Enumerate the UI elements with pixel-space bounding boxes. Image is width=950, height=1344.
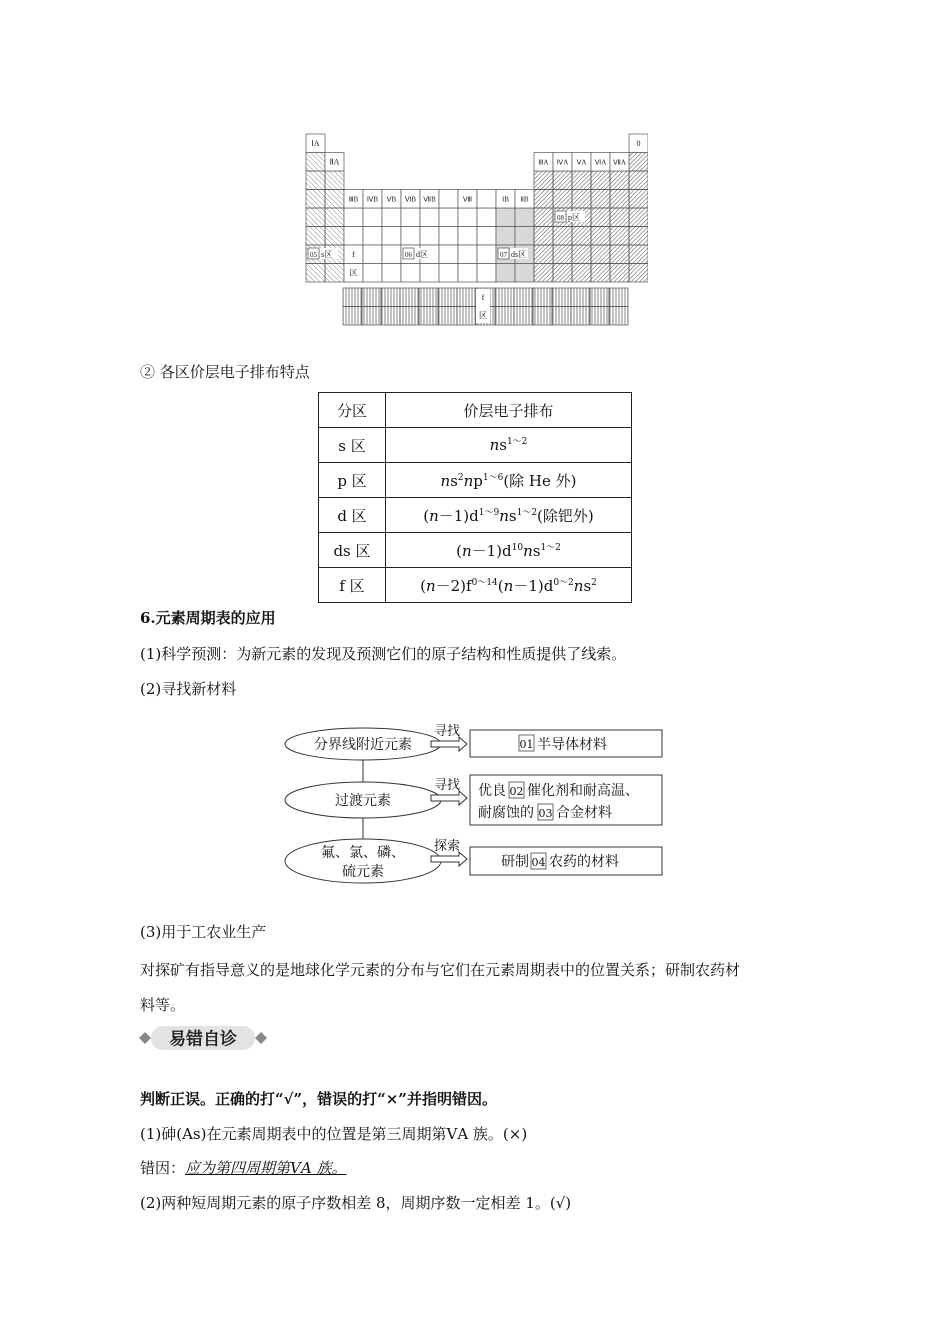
config-cell: $ns^2np^{1\sim 6}$(除 He 外) (386, 463, 632, 498)
f-block-cell (438, 307, 457, 326)
group-label: ⅥA (594, 158, 607, 167)
f-block-cell (362, 288, 381, 307)
region-label: ds区 (511, 250, 527, 259)
periodic-table-block-diagram (303, 130, 648, 326)
f-block-cell (609, 288, 628, 307)
element-cell (591, 245, 610, 264)
f-block-cell (495, 307, 514, 326)
element-cell (553, 245, 572, 264)
element-cell (534, 208, 553, 227)
element-cell (420, 227, 439, 246)
element-cell (401, 227, 420, 246)
element-cell (325, 227, 344, 246)
element-cell (534, 190, 553, 209)
f-block-cell (419, 288, 438, 307)
element-cell (420, 264, 439, 283)
f-block-cell (514, 307, 533, 326)
element-cell (629, 264, 648, 283)
element-cell (572, 190, 591, 209)
group-label: ⅦB (423, 195, 436, 204)
element-cell (325, 171, 344, 190)
f-block-cell (362, 307, 381, 326)
question-1-reason (140, 1158, 346, 1178)
zone-cell: f 区 (319, 568, 386, 603)
element-cell (306, 190, 325, 209)
judge-instructions: 判断正误。正确的打“√”，错误的打“×”并指明错因。 (140, 1090, 497, 1108)
flow-left-2: 过渡元素 (335, 793, 391, 809)
group-label: ⅣB (366, 195, 379, 204)
element-cell (591, 171, 610, 190)
group-label: ⅢB (348, 195, 359, 204)
element-cell (572, 171, 591, 190)
element-cell (382, 227, 401, 246)
zone-cell: d 区 (319, 498, 386, 533)
element-cell (610, 227, 629, 246)
group-label: ⅤB (386, 195, 397, 204)
zone-cell: p 区 (319, 463, 386, 498)
flow-box-3-pre: 研制 (501, 854, 529, 870)
f-small-top: f (352, 250, 355, 259)
element-cell (382, 208, 401, 227)
region-label: p区 (568, 213, 580, 222)
item-3-industry: (3)用于工农业生产 (140, 923, 267, 941)
f-block-cell (514, 288, 533, 307)
f-block-cell (343, 307, 362, 326)
f-block-cell (533, 288, 552, 307)
element-cell (439, 264, 458, 283)
question-2: (2)两种短周期元素的原子序数相差 8，周期序数一定相差 1。(√) (140, 1194, 572, 1212)
blank-number: 01 (519, 738, 534, 751)
flow-arrow-label-1: 寻找 (433, 724, 461, 739)
element-cell (553, 264, 572, 283)
header-config: 价层电子排布 (386, 393, 632, 428)
element-cell (458, 264, 477, 283)
region-number: 05 (310, 251, 317, 259)
element-cell (629, 245, 648, 264)
element-cell (382, 264, 401, 283)
element-cell (591, 227, 610, 246)
zone-cell: s 区 (319, 428, 386, 463)
group-label: ⅥB (404, 195, 417, 204)
element-cell (306, 208, 325, 227)
table-row (319, 568, 632, 603)
group-label: ⅣA (556, 158, 569, 167)
item-3-body-line-1: 对探矿有指导意义的是地球化学元素的分布与它们在元素周期表中的位置关系；研制农药材 (140, 961, 741, 979)
element-cell (610, 171, 629, 190)
flow-box-2-line2-pre: 耐腐蚀的 (478, 805, 534, 821)
element-cell (496, 227, 515, 246)
element-cell (515, 208, 534, 227)
element-cell (439, 245, 458, 264)
element-cell (458, 227, 477, 246)
element-cell (458, 245, 477, 264)
flow-left-3b: 硫元素 (342, 864, 384, 880)
element-cell (534, 171, 553, 190)
flow-arrow-label-2: 寻找 (433, 778, 461, 793)
element-cell (401, 208, 420, 227)
flow-arrow-label-3: 探索 (433, 839, 461, 854)
group-label: ⅢA (538, 158, 549, 167)
question-1: (1)砷(As)在元素周期表中的位置是第三周期第ⅤA 族。(×) (140, 1125, 528, 1143)
element-cell (477, 208, 496, 227)
table-row (319, 428, 632, 463)
element-cell (610, 245, 629, 264)
blank-number: 02 (509, 785, 524, 798)
flow-box-1-text: 半导体材料 (537, 737, 607, 753)
f-block-cell (400, 307, 419, 326)
element-cell (363, 264, 382, 283)
element-cell (629, 153, 648, 172)
element-cell (439, 208, 458, 227)
f-block-cell (533, 307, 552, 326)
flow-left-3a: 氟、氯、磷、 (321, 845, 405, 861)
group-label: ⅠB (502, 195, 509, 204)
badge-text: 易错自诊 (169, 1029, 237, 1050)
element-cell (477, 227, 496, 246)
element-cell (629, 227, 648, 246)
item-3-body-line-2: 料等。 (140, 996, 186, 1014)
element-cell (572, 264, 591, 283)
f-block-label-bottom: 区 (479, 311, 487, 320)
reason-label: 错因： (140, 1159, 186, 1177)
element-cell (629, 190, 648, 209)
config-cell: $(n-2)f^{0\sim 14}(n-1)d^{0\sim 2}ns^2$ (386, 568, 632, 603)
table-row (319, 533, 632, 568)
element-cell (363, 245, 382, 264)
zone-cell: ds 区 (319, 533, 386, 568)
group-label-cell (477, 190, 496, 209)
f-block-cell (457, 288, 476, 307)
f-block-cell (419, 307, 438, 326)
element-cell (553, 171, 572, 190)
f-block-cell (590, 307, 609, 326)
config-cell: $ns^{1\sim 2}$ (386, 428, 632, 463)
f-block-cell (571, 307, 590, 326)
element-cell (306, 264, 325, 283)
f-block-cell (438, 288, 457, 307)
element-cell (306, 227, 325, 246)
f-block-cell (552, 288, 571, 307)
element-cell (572, 227, 591, 246)
materials-flow-diagram (283, 718, 668, 888)
region-number: 06 (405, 251, 412, 259)
element-cell (363, 227, 382, 246)
f-block-cell (457, 307, 476, 326)
element-cell (363, 208, 382, 227)
element-cell (325, 190, 344, 209)
element-cell (553, 190, 572, 209)
item-1-prediction: (1)科学预测：为新元素的发现及预测它们的原子结构和性质提供了线索。 (140, 645, 627, 663)
region-number: 08 (557, 214, 564, 222)
f-block-cell (381, 288, 400, 307)
flow-box-3-post: 农药的材料 (549, 854, 619, 870)
element-cell (515, 264, 534, 283)
item-2-new-materials: (2)寻找新材料 (140, 680, 237, 698)
f-block-cell (381, 307, 400, 326)
element-cell (591, 190, 610, 209)
element-cell (344, 208, 363, 227)
element-cell (610, 190, 629, 209)
group-label: ⅡA (329, 157, 340, 167)
group-label: ⅠA (311, 139, 320, 148)
flow-left-1: 分界线附近元素 (314, 737, 412, 753)
group-label: Ⅷ (462, 195, 473, 204)
element-cell (610, 208, 629, 227)
element-cell (420, 208, 439, 227)
f-block-cell (571, 288, 590, 307)
element-cell (382, 245, 401, 264)
table-row (319, 498, 632, 533)
element-cell (477, 245, 496, 264)
element-cell (325, 264, 344, 283)
group-label: ⅡB (520, 195, 529, 204)
element-cell (534, 245, 553, 264)
element-cell (325, 208, 344, 227)
f-block-cell (590, 288, 609, 307)
element-cell (496, 208, 515, 227)
flow-box-2-line2-post: 合金材料 (556, 805, 612, 821)
section-title-valence: ② 各区价层电子排布特点 (140, 363, 310, 381)
element-cell (591, 264, 610, 283)
table-header-row (319, 393, 632, 428)
flow-box-2-pre: 优良 (478, 783, 506, 799)
f-block-cell (495, 288, 514, 307)
error-self-check-badge (137, 1024, 269, 1052)
section-title-applications: 6.元素周期表的应用 (140, 609, 276, 627)
region-number: 07 (500, 251, 507, 259)
f-block-cell (400, 288, 419, 307)
element-cell (344, 227, 363, 246)
f-small-bottom: 区 (349, 268, 358, 278)
blank-number: 03 (538, 807, 553, 820)
element-cell (629, 208, 648, 227)
group-label: 0 (636, 139, 641, 148)
element-cell (458, 208, 477, 227)
element-cell (306, 171, 325, 190)
element-cell (515, 227, 534, 246)
element-cell (439, 227, 458, 246)
f-block-cell (552, 307, 571, 326)
config-cell: $(n-1)d^{1\sim 9}ns^{1\sim 2}$(除钯外) (386, 498, 632, 533)
group-label-cell (439, 190, 458, 209)
element-cell (572, 245, 591, 264)
element-cell (629, 171, 648, 190)
element-cell (306, 153, 325, 172)
valence-electron-table (318, 392, 632, 603)
header-zone: 分区 (319, 393, 386, 428)
blank-number: 04 (531, 856, 546, 869)
f-block-cell (609, 307, 628, 326)
f-block-cell (343, 288, 362, 307)
element-cell (534, 264, 553, 283)
flow-box-2-mid: 催化剂和耐高温、 (527, 783, 639, 799)
reason-text: 应为第四周期第ⅤA 族。 (185, 1159, 347, 1177)
region-label: s区 (321, 250, 333, 259)
group-label: ⅦA (613, 158, 626, 167)
element-cell (534, 227, 553, 246)
element-cell (591, 208, 610, 227)
element-cell (401, 264, 420, 283)
element-cell (477, 264, 496, 283)
region-label: d区 (416, 250, 428, 259)
table-row (319, 463, 632, 498)
element-cell (553, 227, 572, 246)
group-label: ⅤA (576, 158, 587, 167)
element-cell (610, 264, 629, 283)
config-cell: $(n-1)d^{10}ns^{1\sim 2}$ (386, 533, 632, 568)
element-cell (496, 264, 515, 283)
f-block-label-top: f (481, 293, 485, 302)
